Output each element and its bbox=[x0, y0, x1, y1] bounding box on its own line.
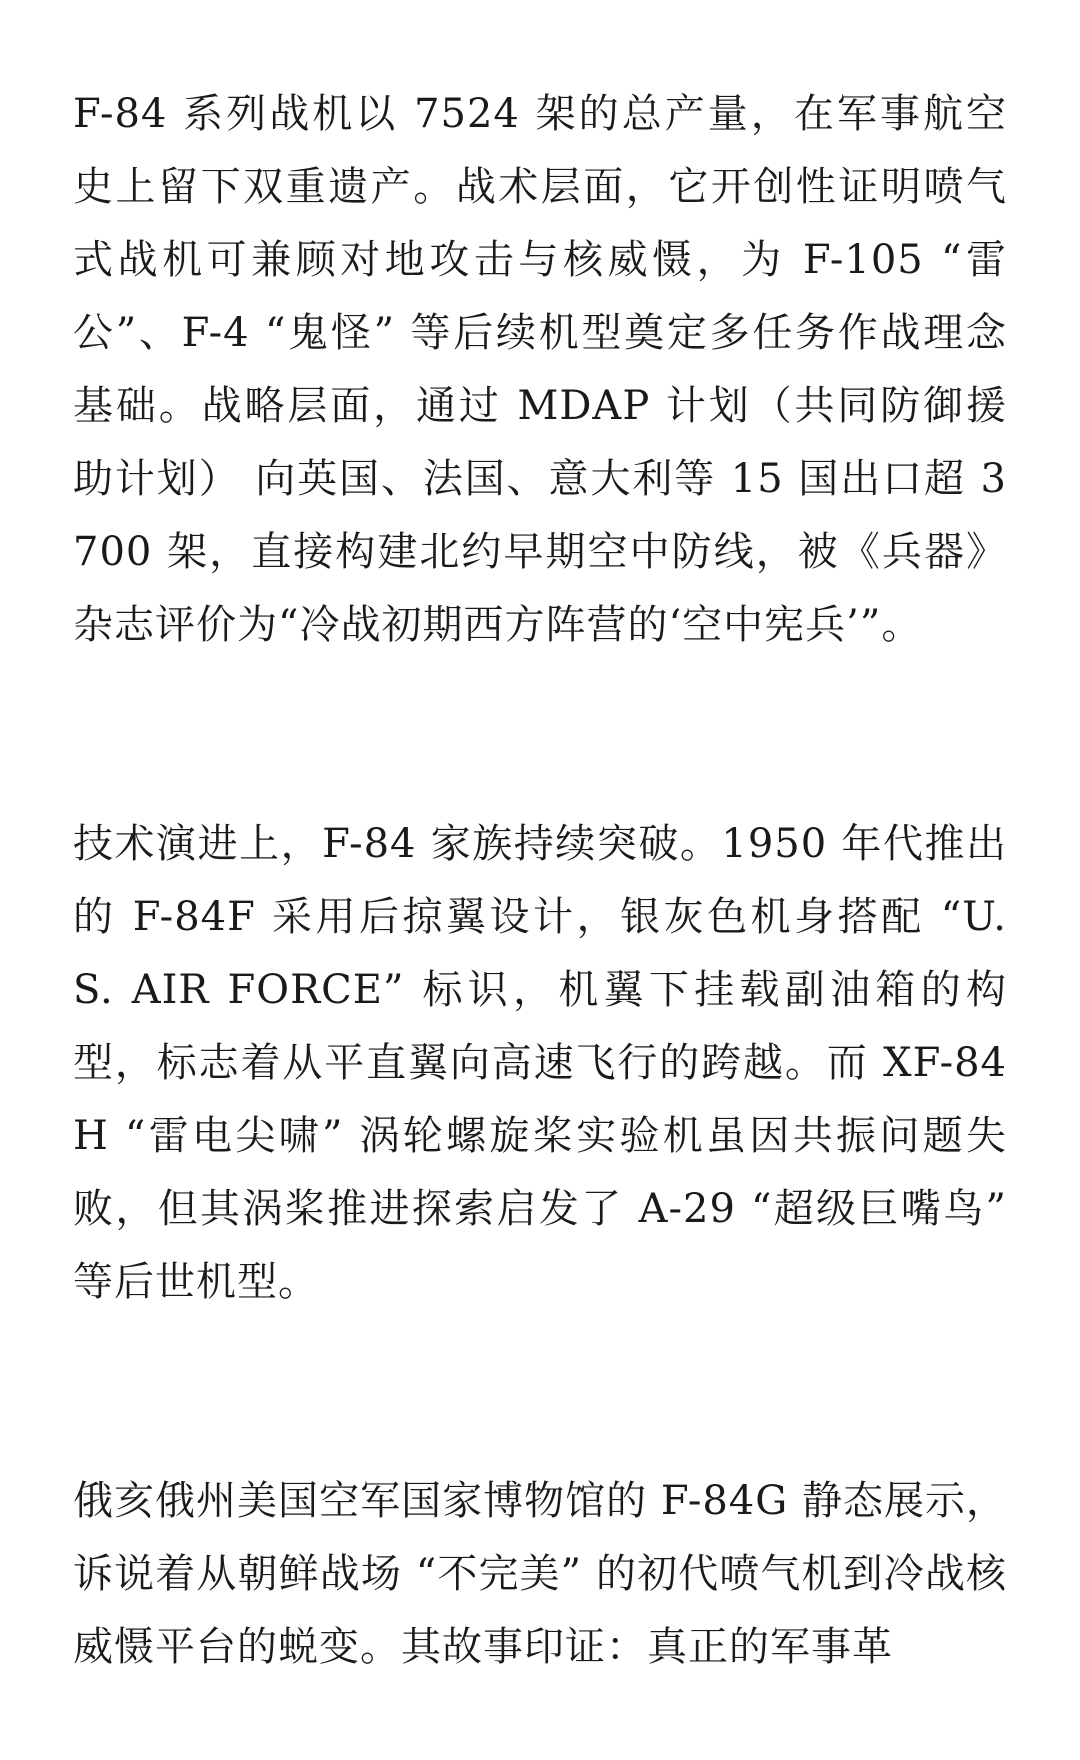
paragraph-legacy: F-84 系列战机以 7524 架的总产量，在军事航空史上留下双重遗产。战术层面，它开创性证明喷气式战机可兼顾对地攻击与核威慑，为 F-105 “雷公”、F-4 “鬼怪” 等后续机型奠定多任务作战理念基础。战略层面，通过 MDAP 计划（共同防御援助计划） 向英国、法国、意大利等 15 国出口超 3700 架，直接构建北约早期空中防线，被《兵器》杂志评价为“冷战初期西方阵营的‘空中宪兵’”。 bbox=[73, 91, 1007, 648]
paragraph-technology: 技术演进上，F-84 家族持续突破。1950 年代推出的 F-84F 采用后掠翼设计，银灰色机身搭配 “U. S. AIR FORCE” 标识，机翼下挂载副油箱的构型，标志着从平直翼向高速飞行的跨越。而 XF-84 H “雷电尖啸” 涡轮螺旋桨实验机虽因共振问题失败，但其涡桨推进探索启发了 A-29 “超级巨嘴鸟” 等后世机型。 bbox=[73, 821, 1007, 1305]
paragraph-museum: 俄亥俄州美国空军国家博物馆的 F-84G 静态展示，诉说着从朝鲜战场 “不完美” 的初代喷气机到冷战核威慑平台的蜕变。其故事印证：真正的军事革 bbox=[73, 1478, 1007, 1670]
article-body bbox=[73, 78, 1007, 1684]
